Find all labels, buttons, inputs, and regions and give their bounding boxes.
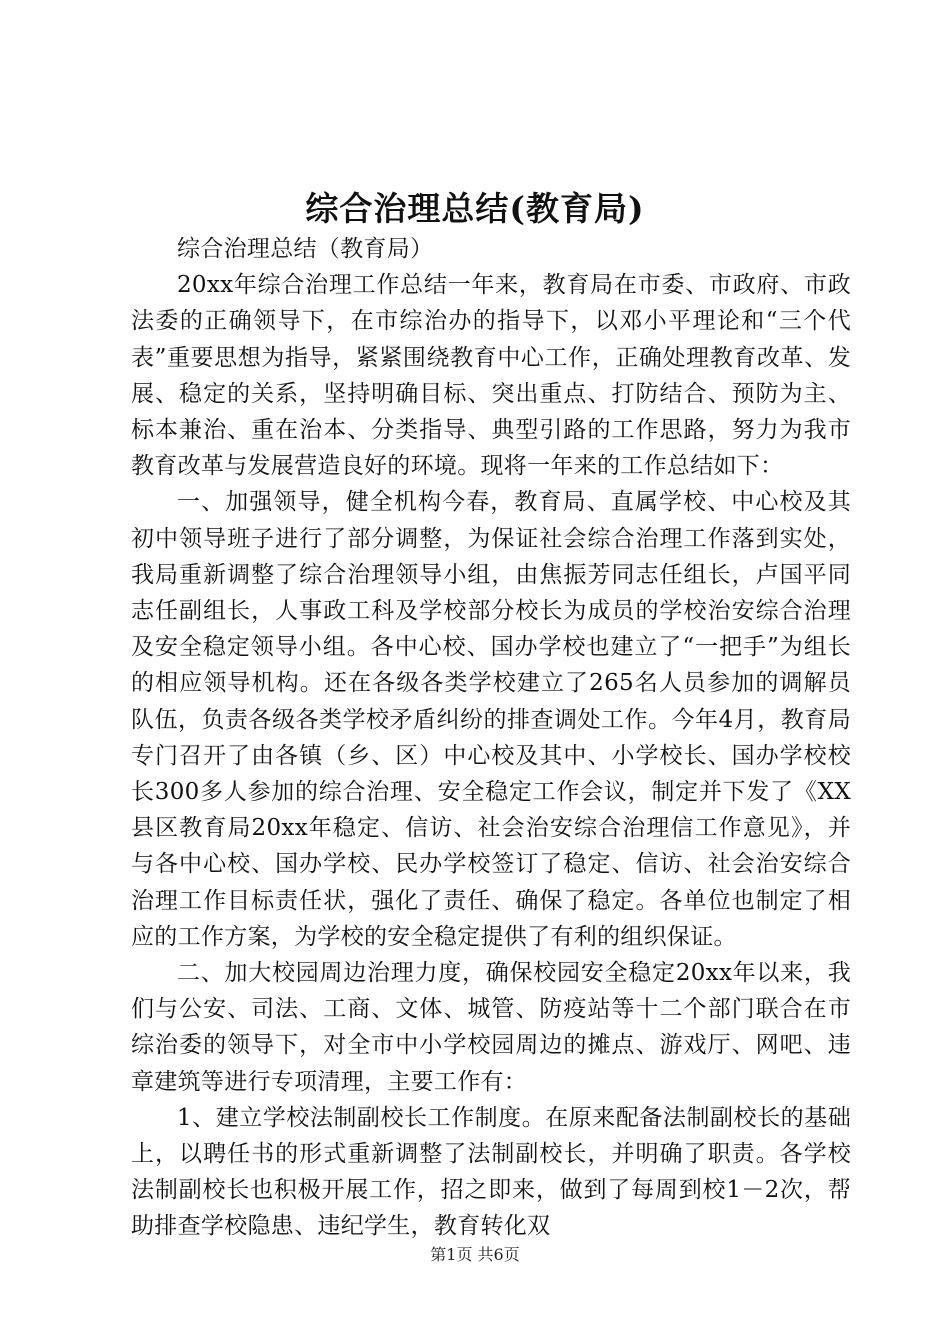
paragraph-subtitle: 综合治理总结（教育局） <box>177 236 434 262</box>
paragraph-item-1: 1、建立学校法制副校长工作制度。在原来配备法制副校长的基础上，以聘任书的形式重新调整了法制副校长，并明确了职责。各学校法制副校长也积极开展工作，招之即来，做到了每周到校1－2次，帮助排查学校隐患、违纪学生，教育转化双 <box>131 1104 851 1240</box>
page-number-footer: 第1页 共6页 <box>430 1245 520 1264</box>
paragraph-section-1: 一、加强领导，健全机构今春，教育局、直属学校、中心校及其初中领导班子进行了部分调整，为保证社会综合治理工作落到实处，我局重新调整了综合治理领导小组，由焦振芳同志任组长，卢国平同志任副组长，人事政工科及学校部分校长为成员的学校治安综合治理及安全稳定领导小组。各中心校、国办学校也建立了“一把手”为组长的相应领导机构。还在各级各类学校建立了265名人员参加的调解员队伍，负责各级各类学校矛盾纠纷的排查调处工作。今年4月，教育局专门召开了由各镇（乡、区）中心校及其中、小学校长、国办学校校长300多人参加的综合治理、安全稳定工作会议，制定并下发了《XX县区教育局20xx年稳定、信访、社会治安综合治理信工作意见》，并与各中心校、国办学校、民办学校签订了稳定、信访、社会治安综合治理工作目标责任状，强化了责任、确保了稳定。各单位也制定了相应的工作方案，为学校的安全稳定提供了有利的组织保证。 <box>131 489 851 950</box>
paragraph-intro: 20xx年综合治理工作总结一年来，教育局在市委、市政府、市政法委的正确领导下，在市综治办的指导下，以邓小平理论和“三个代表”重要思想为指导，紧紧围绕教育中心工作，正确处理教育改革、发展、稳定的关系，坚持明确目标、突出重点、打防结合、预防为主、标本兼治、重在治本、分类指导、典型引路的工作思路，努力为我市教育改革与发展营造良好的环境。现将一年来的工作总结如下： <box>131 272 851 480</box>
paragraph-section-2: 二、加大校园周边治理力度，确保校园安全稳定20xx年以来，我们与公安、司法、工商、文体、城管、防疫站等十二个部门联合在市综治委的领导下，对全市中小学校园周边的摊点、游戏厅、网吧、违章建筑等进行专项清理，主要工作有： <box>131 960 851 1095</box>
document-title: 综合治理总结(教育局) <box>305 189 645 228</box>
document-body <box>131 231 851 1245</box>
